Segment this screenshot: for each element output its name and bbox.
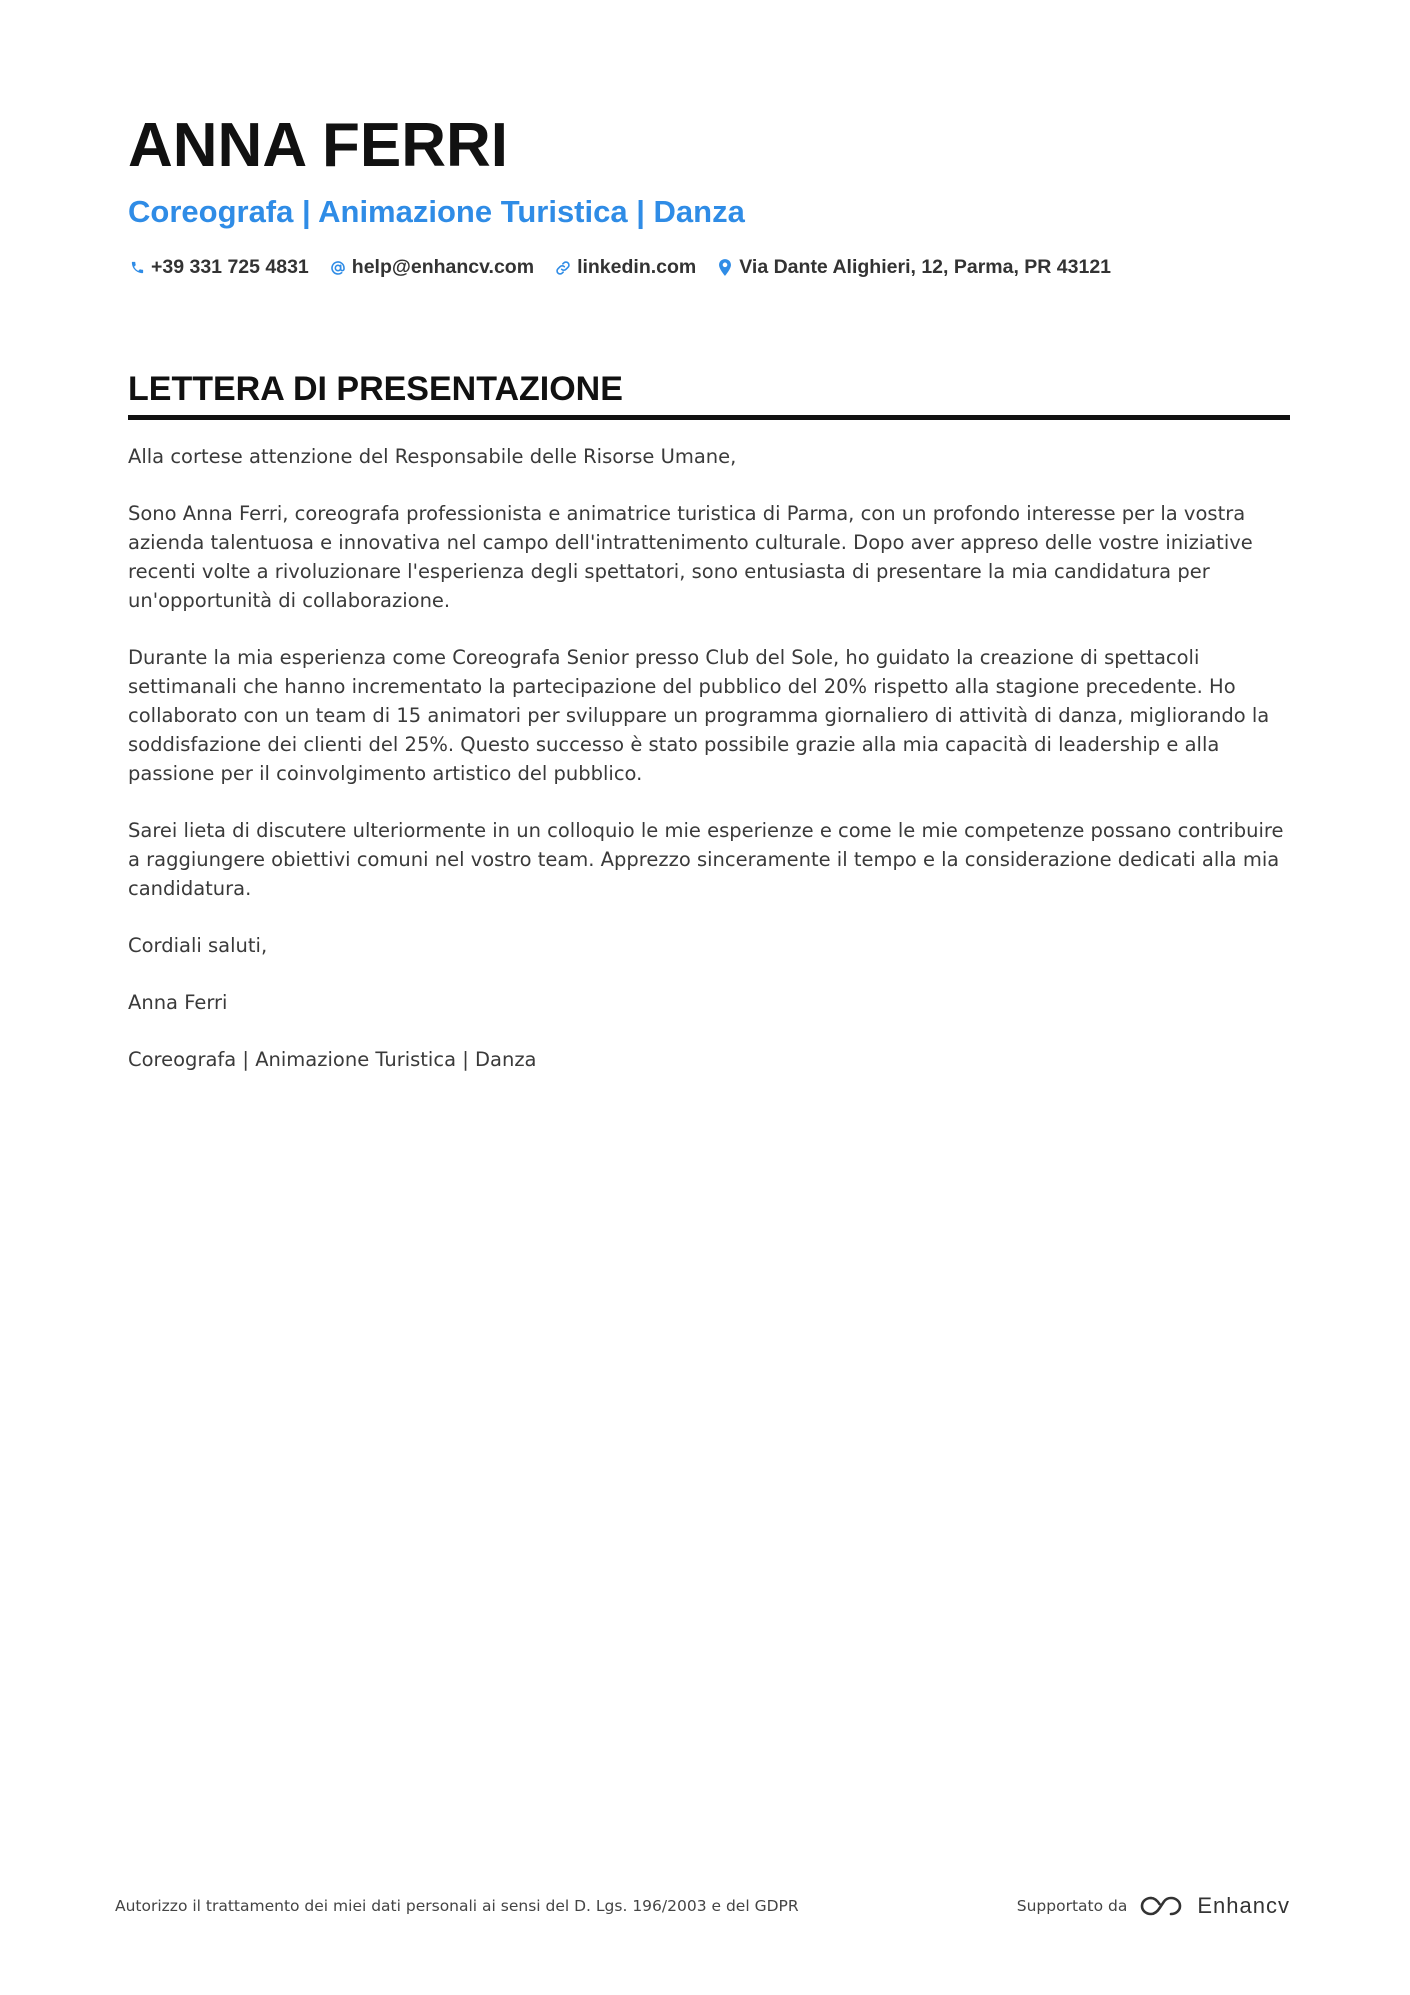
contact-linkedin-text: linkedin.com [577,256,697,278]
contact-linkedin[interactable] [554,256,696,279]
candidate-subtitle: Coreografa | Animazione Turistica | Danza [128,194,745,229]
letter-body [128,442,1290,1074]
phone-icon [128,259,146,277]
letter-signature-title: Coreografa | Animazione Turistica | Danza [128,1048,537,1071]
candidate-name: ANNA FERRI [128,111,509,180]
enhancv-logo-icon [1139,1894,1185,1918]
letter-paragraph-3: Sarei lieta di discutere ulteriormente in un colloquio le mie esperienze e come le mie competenze possano contribuire a raggiungere obiettivi comuni nel vostro team. Apprezzo sinceramente il tempo e la considerazione dedicati alla mia candidatura. [128,819,1284,900]
brand-name: Enhancv [1197,1893,1290,1918]
page-footer [115,1893,1290,1919]
letter-closing: Cordiali saluti, [128,934,268,957]
contact-phone[interactable] [128,256,309,279]
contact-email[interactable] [329,256,534,279]
contact-email-text: help@enhancv.com [351,256,535,278]
contact-address [716,256,1111,279]
location-pin-icon [716,259,734,277]
link-icon [554,259,572,277]
section-title: LETTERA DI PRESENTAZIONE [128,369,1290,420]
supported-by-text: Supportato da [1016,1897,1128,1915]
letter-salutation: Alla cortese attenzione del Responsabile delle Risorse Umane, [128,445,737,468]
brand-credit[interactable] [1017,1893,1290,1919]
contact-phone-text: +39 331 725 4831 [151,256,309,278]
at-icon [329,259,347,277]
contact-address-text: Via Dante Alighieri, 12, Parma, PR 43121 [739,256,1112,278]
letter-paragraph-2: Durante la mia esperienza come Coreografa Senior presso Club del Sole, ho guidato la creazione di spettacoli settimanali che hanno incrementato la partecipazione del pubblico del 20% rispetto alla stagione precedente. Ho collaborato con un team di 15 animatori per sviluppare un programma giornaliero di attività di danza, migliorando la soddisfazione dei clienti del 25%. Questo successo è stato possibile grazie alla mia capacità di leadership e alla passione per il coinvolgimento artistico del pubblico. [128,646,1270,785]
contact-bar [128,256,1290,279]
cover-letter-page [128,110,1290,1102]
consent-text: Autorizzo il trattamento dei miei dati personali ai sensi del D. Lgs. 196/2003 e del GDPR [115,1897,799,1915]
letter-paragraph-1: Sono Anna Ferri, coreografa professionista e animatrice turistica di Parma, con un profondo interesse per la vostra azienda talentuosa e innovativa nel campo dell'intrattenimento culturale. Dopo aver appreso delle vostre iniziative recenti volte a rivoluzionare l'esperienza degli spettatori, sono entusiasta di presentare la mia candidatura per un'opportunità di collaborazione. [128,502,1253,612]
letter-signature: Anna Ferri [128,991,228,1014]
